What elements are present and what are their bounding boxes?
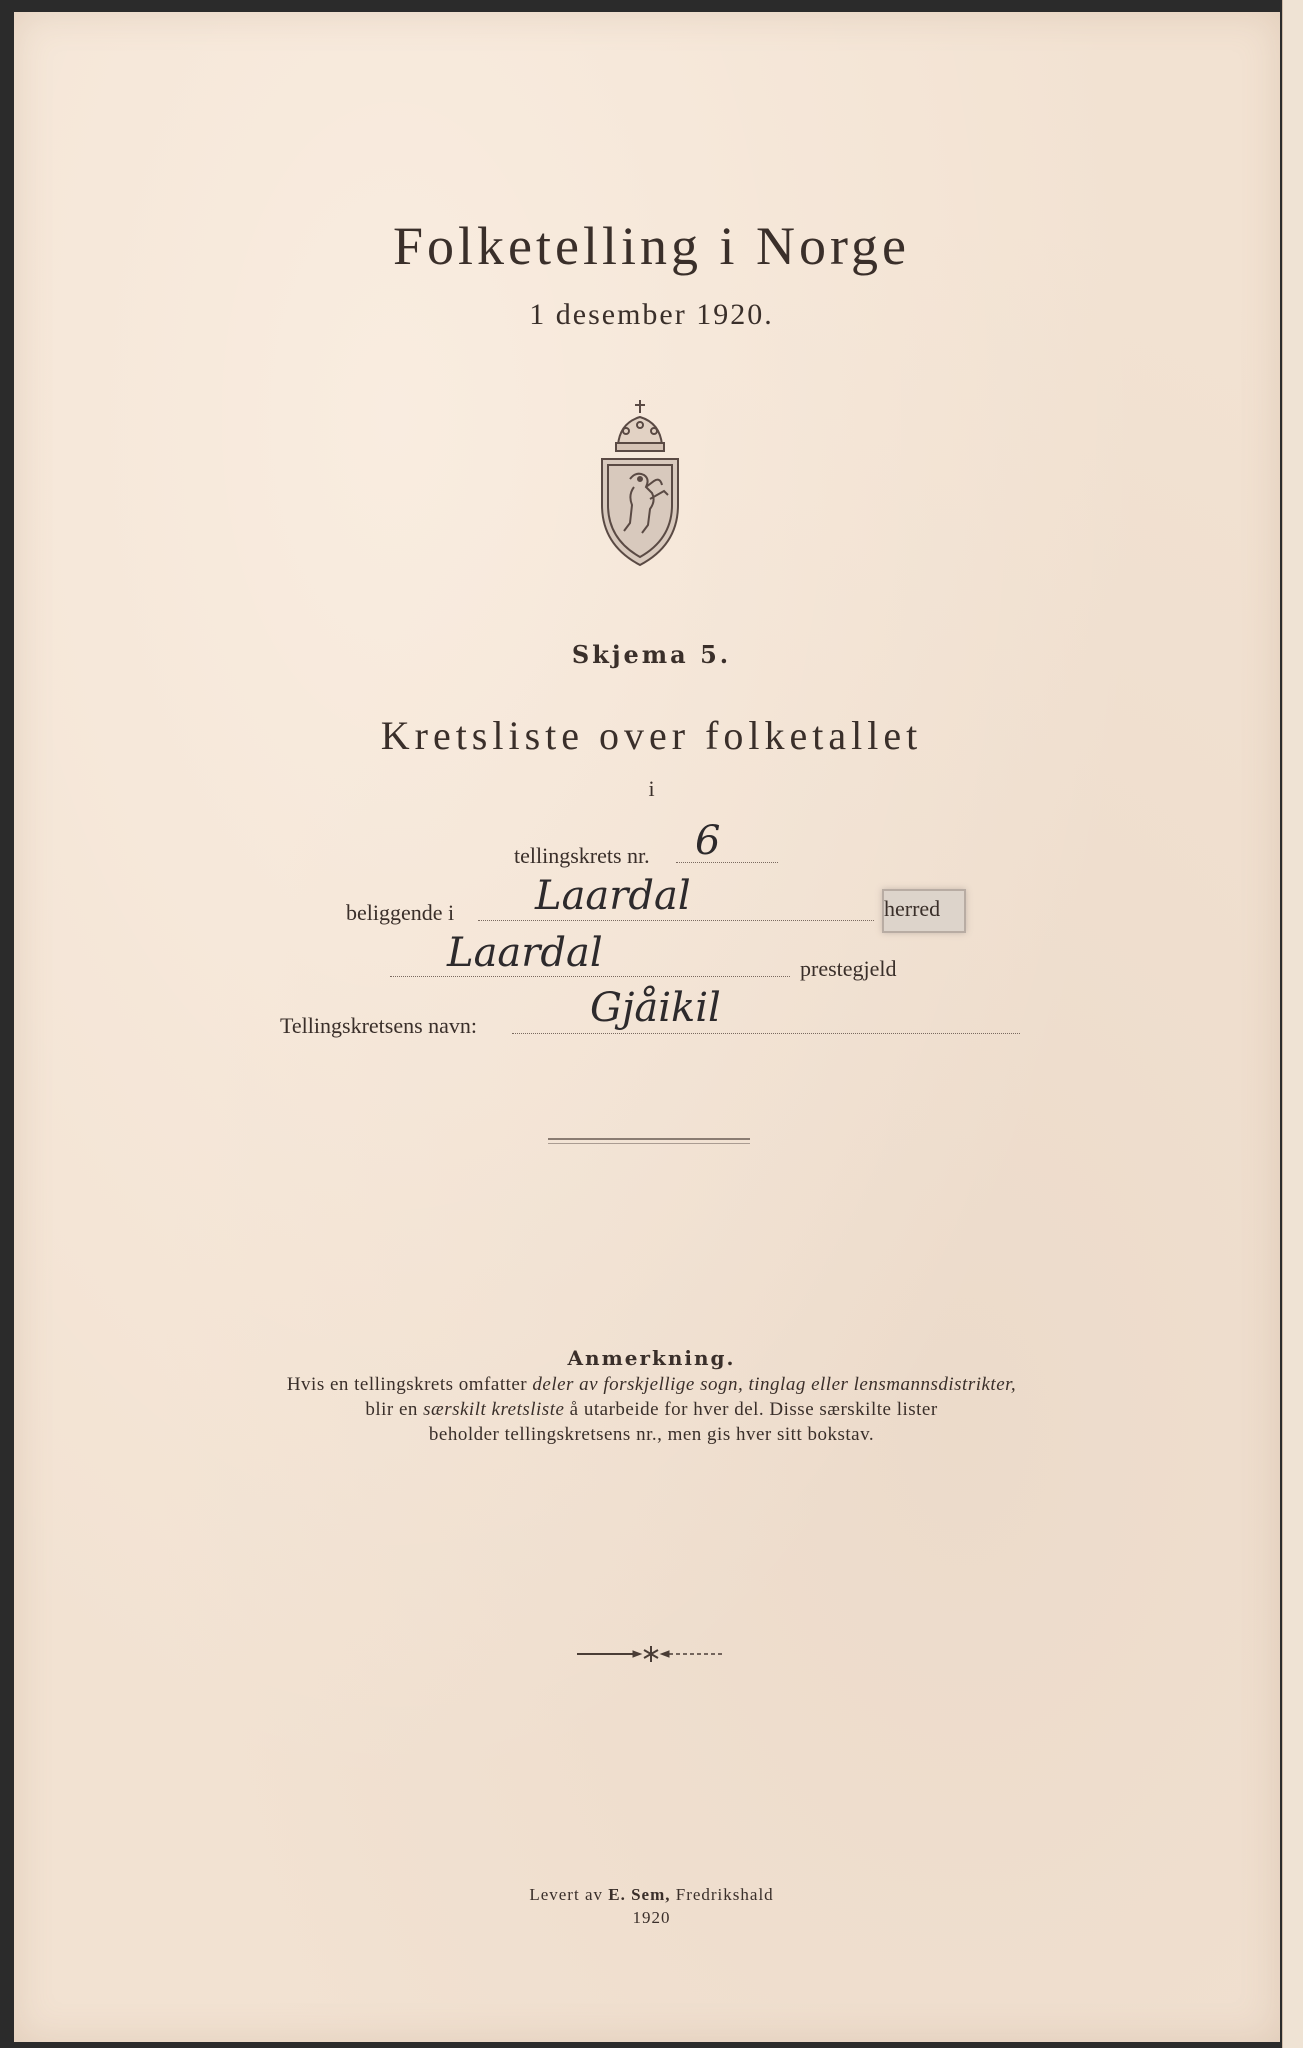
prestegjeld-line [390,976,790,977]
note-heading: Anmerkning. [567,1346,736,1370]
note-line-3: beholder tellingskretsens nr., men gis hver sitt bokstav. [428,1424,875,1445]
beliggende-line [478,920,874,921]
beliggende-value: Laardal [535,873,691,919]
section-divider [548,1138,750,1140]
herred-label: herred [884,896,941,921]
note-line-1-italic: deler av forskjellige sogn, tinglag eller lensmannsdistrikter, [532,1374,1017,1395]
footer-printer-name: E. Sem, [608,1885,671,1904]
document-date: 1 desember 1920. [529,298,774,331]
note-line-2-italic: særskilt kretsliste [423,1399,565,1420]
note-line-1 [0,1374,1303,1396]
norwegian-coat-of-arms-icon [590,395,690,570]
krets-name-line [512,1033,1020,1034]
footer-city: Fredrikshald [670,1885,774,1904]
krets-number-value: 6 [695,818,721,864]
prestegjeld-label: prestegjeld [800,956,897,981]
krets-number-line [676,862,778,863]
krets-number-label: tellingskrets nr. [514,843,650,868]
star-divider-ornament [575,1644,727,1664]
footer-year: 1920 [632,1908,671,1927]
preposition-i: i [648,776,655,801]
note-line-2 [0,1399,1303,1421]
section-divider-lower [548,1143,750,1144]
krets-name-value: Gjåikil [590,985,721,1031]
footer-printer [0,1885,1303,1905]
schema-label: Skjema 5. [571,640,732,669]
prestegjeld-value: Laardal [447,930,603,976]
note-line-2-text-c: å utarbeide for hver del. Disse særskilte lister [564,1399,938,1420]
form-heading: Kretsliste over folketallet [380,713,923,758]
krets-name-label: Tellingskretsens navn: [280,1013,478,1038]
beliggende-label: beliggende i [346,900,455,925]
note-line-1-text: Hvis en tellingskrets omfatter [286,1374,533,1395]
note-line-2-text-a: blir en [365,1399,424,1420]
document-title: Folketelling i Norge [393,216,910,276]
footer-levert: Levert av [529,1885,609,1904]
